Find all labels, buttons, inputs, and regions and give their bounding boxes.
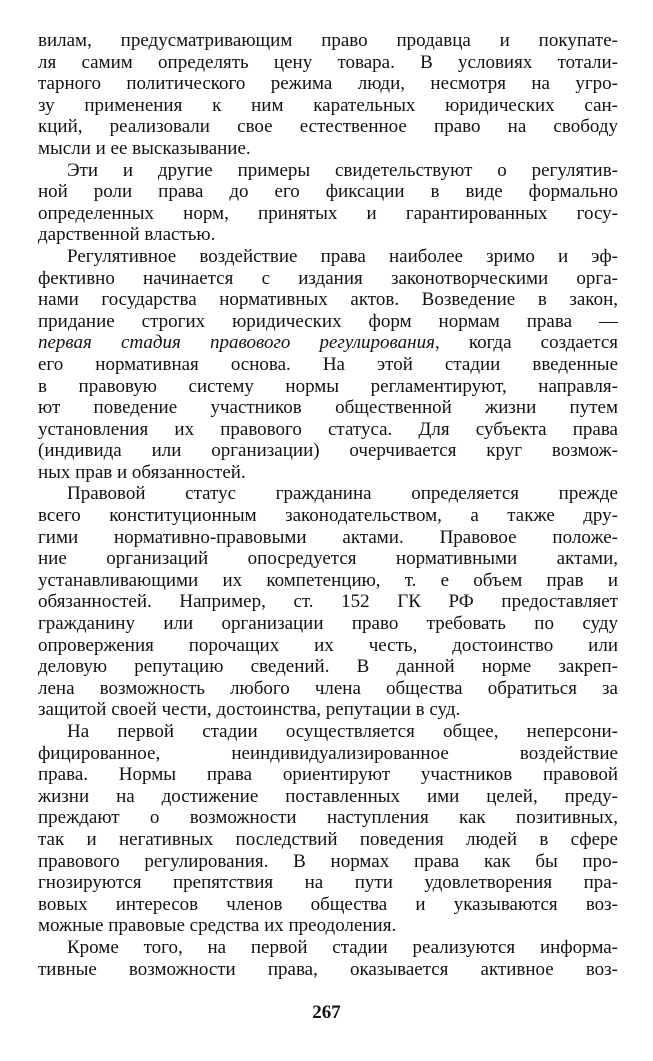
text-line-16: его нормативная основа. На этой стадии введенные xyxy=(38,353,618,375)
text-line-40: гнозируются препятствия на пути удовлетворения пра- xyxy=(38,872,618,894)
text-line-43: Кроме того, на первой стадии реализуются информа- xyxy=(67,936,618,958)
text-line-22: Правовой статус гражданина определяется прежде xyxy=(67,483,618,505)
text-line-35: права. Нормы права ориентируют участников правовой xyxy=(38,764,618,786)
text-line-13: нами государства нормативных актов. Возведение в закон, xyxy=(38,289,618,311)
text-line-8: ной роли права до его фиксации в виде формально xyxy=(38,181,618,203)
italic-line-rest: , когда создается xyxy=(434,332,618,354)
text-line-30: деловую репутацию сведений. В данной норме закреп- xyxy=(38,656,618,678)
text-line-11: Регулятивное воздействие права наиболее зримо и эф- xyxy=(67,245,618,267)
text-line-19: установления их правового статуса. Для субъекта права xyxy=(38,418,618,440)
text-line-32: защитой своей чести, достоинства, репутации в суд. xyxy=(38,699,461,721)
text-line-38: так и негативных последствий поведения людей в сфере xyxy=(38,828,618,850)
text-line-39: правового регулирования. В нормах права как бы про- xyxy=(38,850,618,872)
text-line-21: ных прав и обязанностей. xyxy=(38,461,246,483)
text-line-15 xyxy=(38,332,618,354)
text-line-31: лена возможность любого члена общества обратиться за xyxy=(38,677,618,699)
text-line-12: фективно начинается с издания законотворческими орга- xyxy=(38,267,618,289)
text-line-28: гражданину или организации право требовать по суду xyxy=(38,613,618,635)
text-line-29: опровержения порочащих их честь, достоинство или xyxy=(38,634,618,656)
text-line-27: обязанностей. Например, ст. 152 ГК РФ предоставляет xyxy=(38,591,618,613)
text-line-33: На первой стадии осуществляется общее, неперсони- xyxy=(67,721,618,742)
text-line-36: жизни на достижение поставленных ими целей, преду- xyxy=(38,785,618,807)
document-page xyxy=(38,30,618,980)
text-line-7: Эти и другие примеры свидетельствуют о регулятив- xyxy=(67,159,618,181)
text-line-5: кций, реализовали свое естественное право на свободу xyxy=(38,116,618,138)
text-line-25: ние организаций опосредуется нормативными актами, xyxy=(38,548,618,570)
text-line-3: тарного политического режима люди, несмотря на угро- xyxy=(38,73,618,95)
text-line-34: фицированное, неиндивидуализированное воздействие xyxy=(38,742,618,764)
text-line-41: вовых интересов членов общества и указываются воз- xyxy=(38,893,618,915)
text-line-23: всего конституционным законодательством, а также дру- xyxy=(38,505,618,527)
text-line-2: ля самим определять цену товара. В условиях тотали- xyxy=(38,51,618,73)
italic-term: первая стадия правового регулирования xyxy=(38,332,435,354)
text-line-1: вилам, предусматривающим право продавца и покупате- xyxy=(38,30,618,51)
text-line-10: дарственной властью. xyxy=(38,224,216,246)
text-line-18: ют поведение участников общественной жизни путем xyxy=(38,397,618,419)
text-line-6: мысли и ее высказывание. xyxy=(38,137,251,159)
text-line-17: в правовую систему нормы регламентируют, направля- xyxy=(38,375,618,397)
text-line-26: устанавливающими их компетенцию, т. е объем прав и xyxy=(38,569,618,591)
text-line-44: тивные возможности права, оказывается активное воз- xyxy=(38,958,618,980)
text-line-24: гими нормативно-правовыми актами. Правовое положе- xyxy=(38,526,618,548)
text-line-42: можные правовые средства их преодоления. xyxy=(38,915,397,937)
page-number: 267 xyxy=(312,1002,341,1023)
text-line-37: преждают о возможности наступления как позитивных, xyxy=(38,807,618,829)
text-line-4: зу применения к ним карательных юридических сан- xyxy=(38,94,618,116)
text-line-20: (индивида или организации) очерчивается круг возмож- xyxy=(38,440,618,462)
text-line-9: определенных норм, принятых и гарантированных госу- xyxy=(38,202,618,224)
text-line-14: придание строгих юридических форм нормам права — xyxy=(38,310,618,332)
